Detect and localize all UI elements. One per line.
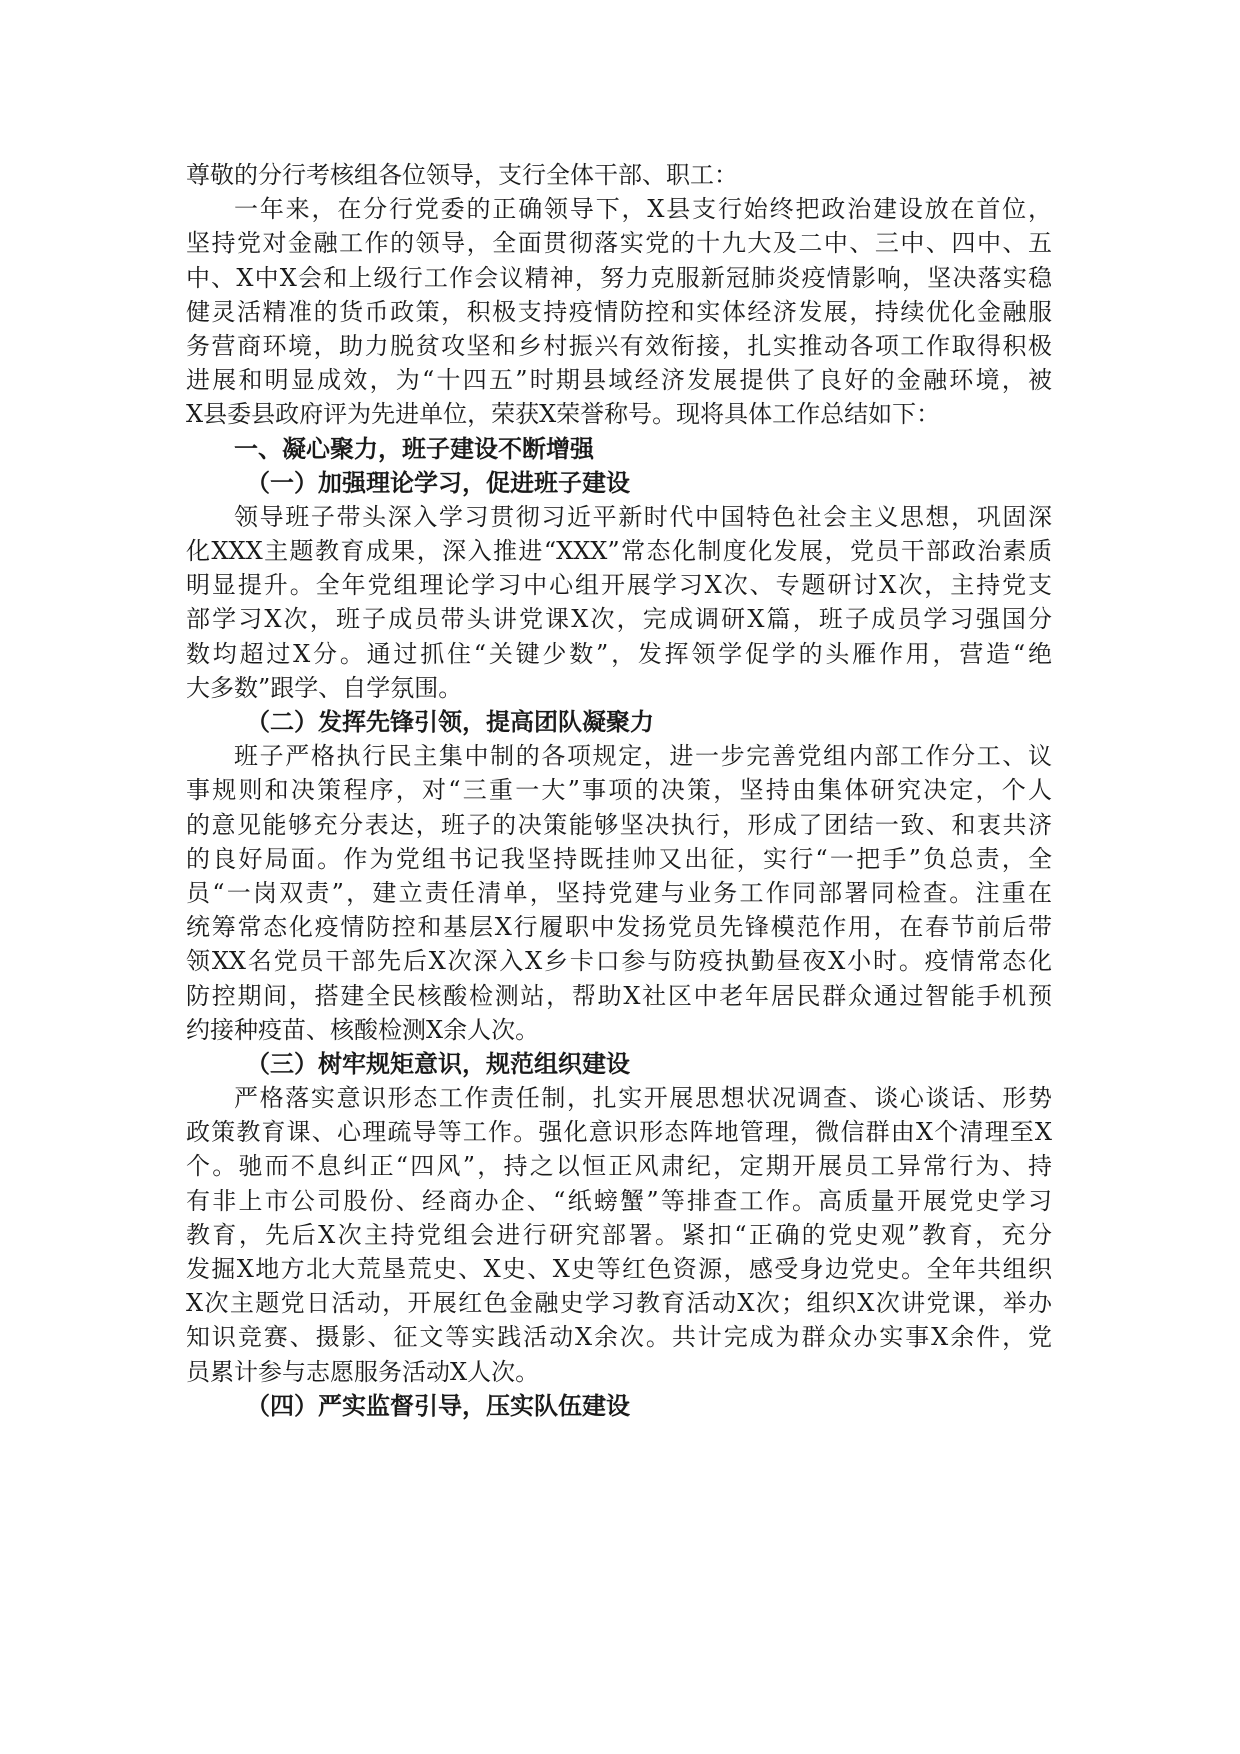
text-line: 健灵活精准的货币政策，积极支持疫情防控和实体经济发展，持续优化金融服: [186, 297, 1052, 326]
text-line: 政策教育课、心理疏导等工作。强化意识形态阵地管理，微信群由X个清理至X: [186, 1118, 1052, 1147]
intro-paragraph: [186, 192, 1052, 431]
text-line: 领XX名党员干部先后X次深入X乡卡口参与防疫执勤昼夜X小时。疫情常态化: [186, 947, 1052, 976]
text-line: 事规则和决策程序，对“三重一大”事项的决策，坚持由集体研究决定，个人: [186, 776, 1052, 805]
salutation: 尊敬的分行考核组各位领导，支行全体干部、职工：: [186, 161, 738, 189]
text-line: 进展和明显成效，为“十四五”时期县域经济发展提供了良好的金融环境，被: [186, 366, 1052, 395]
subsection-heading: （二）发挥先锋引领，提高团队凝聚力: [246, 707, 654, 736]
document-page: [186, 158, 1052, 1423]
text-line: 大多数”跟学、自学氛围。: [186, 673, 463, 702]
text-line: 员累计参与志愿服务活动X人次。: [186, 1357, 540, 1386]
text-line: 领导班子带头深入学习贯彻习近平新时代中国特色社会主义思想，巩固深: [234, 502, 1052, 531]
text-line: 约接种疫苗、核酸检测X余人次。: [186, 1015, 540, 1044]
text-line: 班子严格执行民主集中制的各项规定，进一步完善党组内部工作分工、议: [234, 742, 1052, 771]
text-line: 务营商环境，助力脱贫攻坚和乡村振兴有效衔接，扎实推动各项工作取得积极: [186, 331, 1052, 360]
text-line: 明显提升。全年党组理论学习中心组开展学习X次、专题研讨X次，主持党支: [186, 571, 1052, 600]
text-line: 的良好局面。作为党组书记我坚持既挂帅又出征，实行“一把手”负总责，全: [186, 844, 1052, 873]
text-line: 一年来，在分行党委的正确领导下，X县支行始终把政治建设放在首位，: [234, 195, 1052, 224]
text-line: 严格落实意识形态工作责任制，扎实开展思想状况调查、谈心谈话、形势: [234, 1084, 1052, 1113]
subsection-2-paragraph: [186, 739, 1052, 1047]
text-line: 化XXX主题教育成果，深入推进“XXX”常态化制度化发展，党员干部政治素质: [186, 537, 1052, 566]
subsection-heading: （四）严实监督引导，压实队伍建设: [246, 1390, 630, 1420]
text-line: X次主题党日活动，开展红色金融史学习教育活动X次；组织X次讲党课，举办: [186, 1289, 1052, 1318]
text-line: 中、X中X会和上级行工作会议精神，努力克服新冠肺炎疫情影响，坚决落实稳: [186, 263, 1052, 292]
text-line: 防控期间，搭建全民核酸检测站，帮助X社区中老年居民群众通过智能手机预: [186, 981, 1052, 1010]
text-line: 知识竞赛、摄影、征文等实践活动X余次。共计完成为群众办实事X余件，党: [186, 1323, 1052, 1352]
subsection-3-paragraph: [186, 1081, 1052, 1389]
text-line: 坚持党对金融工作的领导，全面贯彻落实党的十九大及二中、三中、四中、五: [186, 229, 1052, 258]
section-heading: 一、凝心聚力，班子建设不断增强: [234, 433, 594, 463]
text-line: 个。驰而不息纠正“四风”，持之以恒正风肃纪，定期开展员工异常行为、持: [186, 1152, 1052, 1181]
text-line: 员“一岗双责”，建立责任清单，坚持党建与业务工作同部署同检查。注重在: [186, 878, 1052, 907]
subsection-1-paragraph: [186, 500, 1052, 705]
subsection-heading: （一）加强理论学习，促进班子建设: [246, 467, 630, 497]
text-line: 有非上市公司股份、经商办企、“纸螃蟹”等排查工作。高质量开展党史学习: [186, 1186, 1052, 1215]
text-line: X县委县政府评为先进单位，荣获X荣誉称号。现将具体工作总结如下：: [186, 400, 941, 429]
text-line: 的意见能够充分表达，班子的决策能够坚决执行，形成了团结一致、和衷共济: [186, 810, 1052, 839]
text-line: 发掘X地方北大荒垦荒史、X史、X史等红色资源，感受身边党史。全年共组织: [186, 1255, 1052, 1283]
text-line: 教育，先后X次主持党组会进行研究部署。紧扣“正确的党史观”教育，充分: [186, 1220, 1052, 1249]
subsection-heading: （三）树牢规矩意识，规范组织建设: [246, 1048, 630, 1078]
text-line: 部学习X次，班子成员带头讲党课X次，完成调研X篇，班子成员学习强国分: [186, 605, 1052, 634]
text-line: 数均超过X分。通过抓住“关键少数”，发挥领学促学的头雁作用，营造“绝: [186, 639, 1052, 668]
text-line: 统筹常态化疫情防控和基层X行履职中发扬党员先锋模范作用，在春节前后带: [186, 913, 1052, 942]
